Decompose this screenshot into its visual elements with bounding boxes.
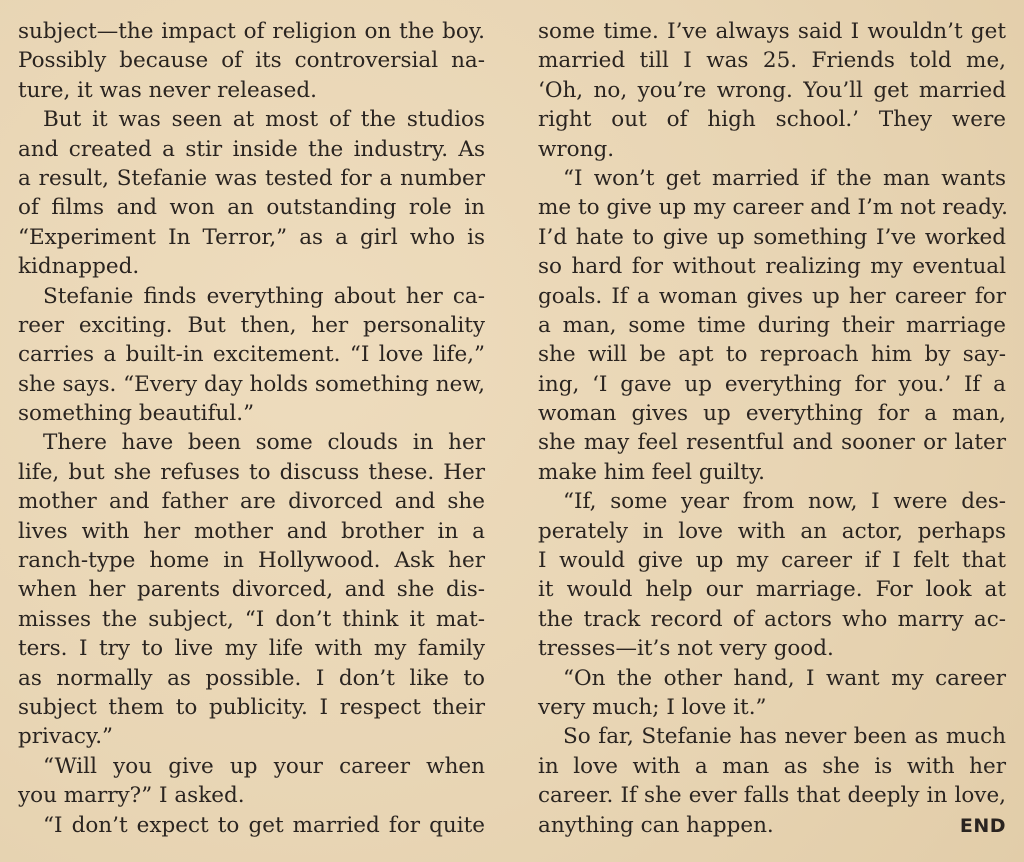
text-line: kidnapped.: [18, 254, 140, 280]
text-line: “Will you give up your career when: [43, 753, 485, 779]
text-line: ters. I try to live my life with my family: [18, 636, 485, 662]
text-line: life, but she refuses to discuss these. Her: [18, 459, 485, 485]
text-line: when her parents divorced, and she dis-: [18, 577, 485, 603]
text-line: mother and father are divorced and she: [18, 489, 485, 515]
text-line: reer exciting. But then, her personality: [18, 312, 485, 338]
text-line: a result, Stefanie was tested for a number: [18, 165, 485, 191]
text-line: I’d hate to give up something I’ve worked: [538, 224, 1006, 250]
text-line: and created a stir inside the industry. As: [18, 136, 485, 162]
text-line: the track record of actors who marry ac-: [538, 606, 1006, 632]
text-line: goals. If a woman gives up her career for: [538, 283, 1006, 309]
text-line: ing, ‘I gave up everything for you.’ If a: [538, 371, 1006, 397]
text-line: I would give up my career if I felt that: [538, 548, 1006, 574]
text-line: “I won’t get married if the man wants: [563, 165, 1006, 191]
text-line: it would help our marriage. For look at: [538, 577, 1006, 603]
text-line: of films and won an outstanding role in: [18, 195, 485, 221]
text-line: married till I was 25. Friends told me,: [538, 48, 1006, 74]
text-line: right out of high school.’ They were: [538, 107, 1006, 133]
text-line: tresses—it’s not very good.: [538, 636, 834, 662]
text-line: make him feel guilty.: [538, 459, 765, 485]
text-line: subject them to publicity. I respect their: [18, 694, 485, 720]
text-line: ture, it was never released.: [18, 77, 317, 103]
text-line: something beautiful.”: [18, 401, 255, 427]
text-line: “On the other hand, I want my career: [563, 665, 1006, 691]
left-column: [18, 17, 485, 840]
text-line: carries a built-in excitement. “I love life,”: [18, 342, 485, 368]
text-line: she says. “Every day holds something new,: [18, 371, 485, 397]
text-line: so hard for without realizing my eventual: [538, 254, 1006, 280]
text-line: very much; I love it.”: [538, 694, 767, 720]
text-line: you marry?” I asked.: [18, 783, 245, 809]
text-line: Stefanie finds everything about her ca-: [43, 283, 485, 309]
text-line: a man, some time during their marriage: [538, 312, 1006, 338]
text-line: she may feel resentful and sooner or later: [538, 430, 1006, 456]
final-sentence: anything can happen.: [538, 812, 774, 838]
text-line: some time. I’ve always said I wouldn’t get: [538, 19, 1006, 44]
text-line: me to give up my career and I’m not ready.: [538, 195, 1008, 221]
text-line: There have been some clouds in her: [43, 430, 485, 456]
text-line: But it was seen at most of the studios: [43, 107, 485, 133]
text-line: privacy.”: [18, 724, 114, 750]
text-line: perately in love with an actor, perhaps: [538, 518, 1006, 544]
text-line: “Experiment In Terror,” as a girl who is: [18, 224, 485, 250]
text-line: “If, some year from now, I were des-: [563, 489, 1006, 515]
text-line: woman gives up everything for a man,: [538, 401, 1006, 427]
text-line: “I don’t expect to get married for quite: [43, 812, 485, 838]
text-line: career. If she ever falls that deeply in love,: [538, 783, 1006, 809]
text-line: subject—the impact of religion on the boy.: [18, 19, 485, 44]
text-line: she will be apt to reproach him by say-: [538, 342, 1006, 368]
text-line: So far, Stefanie has never been as much: [563, 724, 1006, 750]
text-line: as normally as possible. I don’t like to: [18, 665, 485, 691]
text-line: ranch-type home in Hollywood. Ask her: [18, 548, 485, 574]
text-line: Possibly because of its controversial na-: [18, 48, 485, 74]
text-line: lives with her mother and brother in a: [18, 518, 485, 544]
final-line: [538, 811, 1006, 840]
end-mark: END: [959, 814, 1006, 837]
text-line: misses the subject, “I don’t think it mat-: [18, 606, 485, 632]
right-column: [538, 17, 1006, 840]
text-line: wrong.: [538, 136, 615, 162]
text-line: ‘Oh, no, you’re wrong. You’ll get married: [538, 77, 1006, 103]
text-line: in love with a man as she is with her: [538, 753, 1006, 779]
